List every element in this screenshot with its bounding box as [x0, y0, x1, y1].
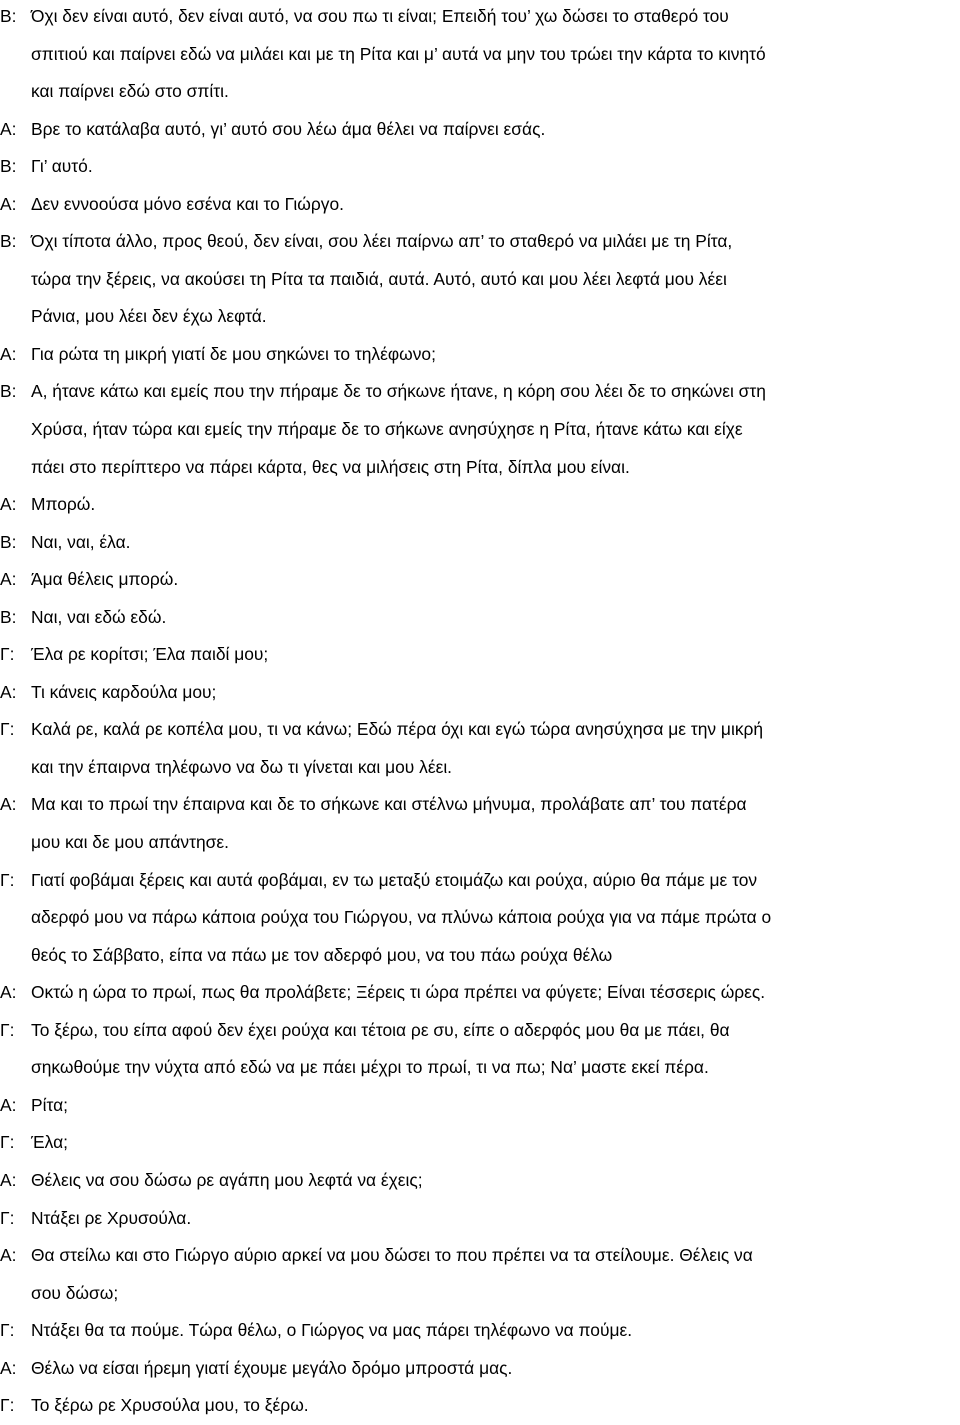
utterance-text: Όχι τίποτα άλλο, προς θεού, δεν είναι, σου λέει παίρνω απ’ το σταθερό να μιλάει με τη Ρίτα, τώρα την ξέρεις, να ακούσει τη Ρίτα τα παιδιά, αυτά. Αυτό, αυτό και μου λέει λεφτά μου λέει Ράνια, μου λέει δεν έχω λεφτά. — [31, 231, 733, 327]
speaker-label: Α: — [0, 1169, 17, 1190]
utterance-text: Τι κάνεις καρδούλα μου; — [31, 681, 217, 702]
speaker-label: Α: — [0, 193, 17, 214]
speaker-label: Α: — [0, 1245, 17, 1266]
dialogue-turn — [0, 223, 960, 336]
utterance-text: Γιατί φοβάμαι ξέρεις και αυτά φοβάμαι, εν τω μεταξύ ετοιμάζω και ρούχα, αύριο θα πάμε με τον αδερφό μου να πάρω κάποια ρούχα του Γιώργου, να πλύνω κάποια ρούχα για να πάμε πρώτα ο θεός το Σάββατο, είπα να πάω με τον αδερφό μου, να του πάω ρούχα θέλω — [31, 869, 772, 965]
dialogue-turn — [0, 1124, 960, 1162]
speaker-label: Β: — [0, 606, 17, 627]
dialogue-turn — [0, 1162, 960, 1200]
speaker-label: Β: — [0, 231, 17, 252]
dialogue-turn — [0, 599, 960, 637]
utterance-text: Άμα θέλεις μπορώ. — [31, 569, 179, 590]
speaker-label: Α: — [0, 118, 17, 139]
dialogue-turn — [0, 0, 960, 111]
utterance-text: Γι’ αυτό. — [31, 156, 93, 177]
speaker-label: Γ: — [0, 644, 15, 665]
dialogue-turn — [0, 524, 960, 562]
dialogue-turn — [0, 1012, 960, 1087]
dialogue-turn — [0, 974, 960, 1012]
dialogue-turn — [0, 1350, 960, 1388]
speaker-label: Α: — [0, 343, 17, 364]
utterance-text: Βρε το κατάλαβα αυτό, γι’ αυτό σου λέω άμα θέλει να παίρνει εσάς. — [31, 118, 546, 139]
dialogue-turn — [0, 1237, 960, 1312]
utterance-text: Α, ήτανε κάτω και εμείς που την πήραμε δε το σήκωνε ήτανε, η κόρη σου λέει δε το σηκώνει στη Χρύσα, ήταν τώρα και εμείς την πήραμε δε το σήκωνε ανησύχησε η Ρίτα, ήτανε κάτω και είχε πάει στο περίπτερο να πάρει κάρτα, θες να μιλήσεις στη Ρίτα, δίπλα μου είναι. — [31, 381, 766, 477]
speaker-label: Γ: — [0, 719, 15, 740]
speaker-label: Γ: — [0, 1320, 15, 1341]
speaker-label: Α: — [0, 681, 17, 702]
dialogue-turn — [0, 786, 960, 861]
utterance-text: Ναι, ναι, έλα. — [31, 531, 131, 552]
utterance-text: Ντάξει θα τα πούμε. Τώρα θέλω, ο Γιώργος να μας πάρει τηλέφωνο να πούμε. — [31, 1320, 633, 1341]
dialogue-turn — [0, 111, 960, 149]
utterance-text: Θέλεις να σου δώσω ρε αγάπη μου λεφτά να έχεις; — [31, 1169, 423, 1190]
dialogue-turn — [0, 186, 960, 224]
speaker-label: Γ: — [0, 1132, 15, 1153]
utterance-text: Για ρώτα τη μικρή γιατί δε μου σηκώνει το τηλέφωνο; — [31, 343, 436, 364]
dialogue-turn — [0, 1312, 960, 1350]
utterance-text: Μπορώ. — [31, 494, 96, 515]
speaker-label: Β: — [0, 6, 17, 26]
utterance-text: Ναι, ναι εδώ εδώ. — [31, 606, 167, 627]
utterance-text: Θέλω να είσαι ήρεμη γιατί έχουμε μεγάλο δρόμο μπροστά μας. — [31, 1357, 513, 1378]
dialogue-turn — [0, 711, 960, 786]
utterance-text: Μα και το πρωί την έπαιρνα και δε το σήκωνε και στέλνω μήνυμα, προλάβατε απ’ του πατέρα μου και δε μου απάντησε. — [31, 794, 747, 853]
dialogue-turn — [0, 1200, 960, 1238]
dialogue-turn — [0, 148, 960, 186]
speaker-label: Γ: — [0, 1395, 15, 1416]
speaker-label: Α: — [0, 1094, 17, 1115]
utterance-text: Όχι δεν είναι αυτό, δεν είναι αυτό, να σου πω τι είναι; Επειδή του’ χω δώσει το σταθερό του σπιτιού και παίρνει εδώ να μιλάει και με τη Ρίτα και μ’ αυτά να μην του τρώει την κάρτα το κινητό και παίρνει εδώ στο σπίτι. — [31, 6, 766, 102]
utterance-text: Το ξέρω ρε Χρυσούλα μου, το ξέρω. — [31, 1395, 309, 1416]
speaker-label: Α: — [0, 1357, 17, 1378]
utterance-text: Οκτώ η ώρα το πρωί, πως θα προλάβετε; Ξέρεις τι ώρα πρέπει να φύγετε; Είναι τέσσερις ώρες. — [31, 982, 766, 1003]
speaker-label: Α: — [0, 982, 17, 1003]
utterance-text: Έλα; — [31, 1132, 68, 1153]
utterance-text: Δεν εννοούσα μόνο εσένα και το Γιώργο. — [31, 193, 344, 214]
utterance-text: Καλά ρε, καλά ρε κοπέλα μου, τι να κάνω; Εδώ πέρα όχι και εγώ τώρα ανησύχησα με την μικρή και την έπαιρνα τηλέφωνο να δω τι γίνεται και μου λέει. — [31, 719, 764, 777]
dialogue-turn — [0, 674, 960, 712]
dialogue-turn — [0, 486, 960, 524]
dialogue-turn — [0, 336, 960, 374]
speaker-label: Α: — [0, 794, 17, 815]
utterance-text: Ρίτα; — [31, 1094, 68, 1115]
speaker-label: Β: — [0, 531, 17, 552]
speaker-label: Α: — [0, 569, 17, 590]
dialogue-turn — [0, 561, 960, 599]
speaker-label: Β: — [0, 156, 17, 177]
dialogue-turn — [0, 373, 960, 486]
dialogue-turn — [0, 862, 960, 975]
dialogue-turn — [0, 636, 960, 674]
utterance-text: Το ξέρω, του είπα αφού δεν έχει ρούχα και τέτοια ρε συ, είπε ο αδερφός μου θα με πάει, θα σηκωθούμε την νύχτα από εδώ να με πάει μέχρι το πρωί, τι να πω; Να’ μαστε εκεί πέρα. — [31, 1019, 730, 1078]
dialogue-turn — [0, 1087, 960, 1125]
utterance-text: Ντάξει ρε Χρυσούλα. — [31, 1207, 192, 1228]
utterance-text: Θα στείλω και στο Γιώργο αύριο αρκεί να μου δώσει το που πρέπει να τα στείλουμε. Θέλεις να σου δώσω; — [31, 1245, 753, 1303]
utterance-text: Έλα ρε κορίτσι; Έλα παιδί μου; — [31, 644, 269, 665]
speaker-label: Γ: — [0, 1207, 15, 1228]
speaker-label: Β: — [0, 381, 17, 402]
speaker-label: Α: — [0, 494, 17, 515]
speaker-label: Γ: — [0, 1019, 15, 1040]
speaker-label: Γ: — [0, 869, 15, 890]
dialogue-turn — [0, 1387, 960, 1425]
